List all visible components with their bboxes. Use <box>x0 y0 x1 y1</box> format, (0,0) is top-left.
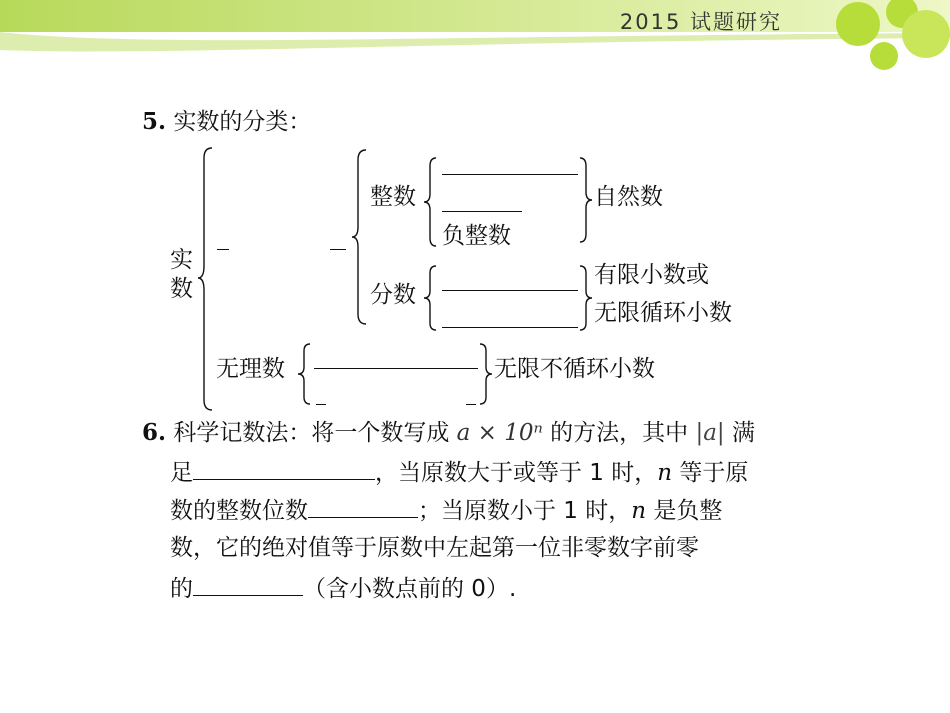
section5-title-text: 实数的分类： <box>173 109 312 135</box>
brace-integer-right <box>578 158 592 242</box>
section6-line5-b: （含小数点前的 0）. <box>303 576 517 602</box>
blank-irrational-2-start <box>316 404 326 405</box>
brace-real-numbers <box>198 148 218 410</box>
root-label-shi: 实 <box>170 247 193 273</box>
variable-n: n <box>657 460 673 486</box>
header-title: 2015 试题研究 <box>619 10 782 34</box>
section6-line-3 <box>170 497 722 523</box>
brace-integer-left <box>424 158 438 246</box>
section6-line1-b: 的方法，其中 <box>550 420 689 446</box>
section6-line-1 <box>142 421 755 445</box>
math-expression: a × 10ⁿ <box>456 420 543 446</box>
section6-line-2 <box>170 459 748 485</box>
absolute-a: |a| <box>695 420 725 446</box>
fraction-desc-2: 无限循环小数 <box>594 300 732 326</box>
blank-rational-dash-2 <box>330 249 346 250</box>
negative-integer-label: 负整数 <box>442 223 511 249</box>
section6-line3-a: 数的整数位数 <box>170 498 308 524</box>
blank-rational-dash-1 <box>217 249 229 250</box>
blank-scientific-range <box>193 459 375 480</box>
irrational-desc: 无限不循环小数 <box>494 356 655 382</box>
section6-line1-c: 满 <box>732 420 755 446</box>
irrational-label: 无理数 <box>216 356 285 382</box>
blank-negative-fraction <box>442 327 578 328</box>
root-label-shu: 数 <box>170 276 193 302</box>
section6-line-4: 数，它的绝对值等于原数中左起第一位非零数字前零 <box>170 535 699 561</box>
section6-line5-a: 的 <box>170 576 193 602</box>
section6-line2-a: 足 <box>170 460 193 486</box>
integer-label: 整数 <box>370 184 416 210</box>
blank-zero <box>442 211 522 212</box>
section6-line3-b: ；当原数小于 1 时， <box>418 498 632 524</box>
fraction-label: 分数 <box>370 282 416 308</box>
section5-title <box>142 110 311 134</box>
section5-number: 5. <box>142 108 167 135</box>
fraction-desc-1: 有限小数或 <box>594 262 709 288</box>
blank-integer-digits <box>308 497 418 518</box>
blank-positive-fraction <box>442 290 578 291</box>
brace-fraction-right <box>578 266 592 330</box>
section6-line2-c: 等于原 <box>679 460 749 486</box>
section6-line2-b: ，当原数大于或等于 1 时， <box>375 460 658 486</box>
brace-irrational-left <box>298 344 312 404</box>
blank-positive-integer <box>442 174 578 175</box>
brace-fraction-left <box>424 266 438 330</box>
blank-irrational-2-end <box>466 404 476 405</box>
section6-line1-a: 科学记数法：将一个数写成 <box>173 420 450 446</box>
section6-line-5 <box>170 575 516 601</box>
variable-n-2: n <box>631 498 647 524</box>
brace-irrational-right <box>478 344 492 404</box>
decorative-circles <box>810 0 950 78</box>
natural-number-label: 自然数 <box>594 184 663 210</box>
section6-number: 6. <box>142 419 167 446</box>
blank-irrational-1 <box>314 368 478 369</box>
blank-zero-count <box>193 575 303 596</box>
header-band <box>0 0 950 78</box>
section6-line3-c: 是负整 <box>653 498 723 524</box>
brace-rational <box>352 150 368 324</box>
